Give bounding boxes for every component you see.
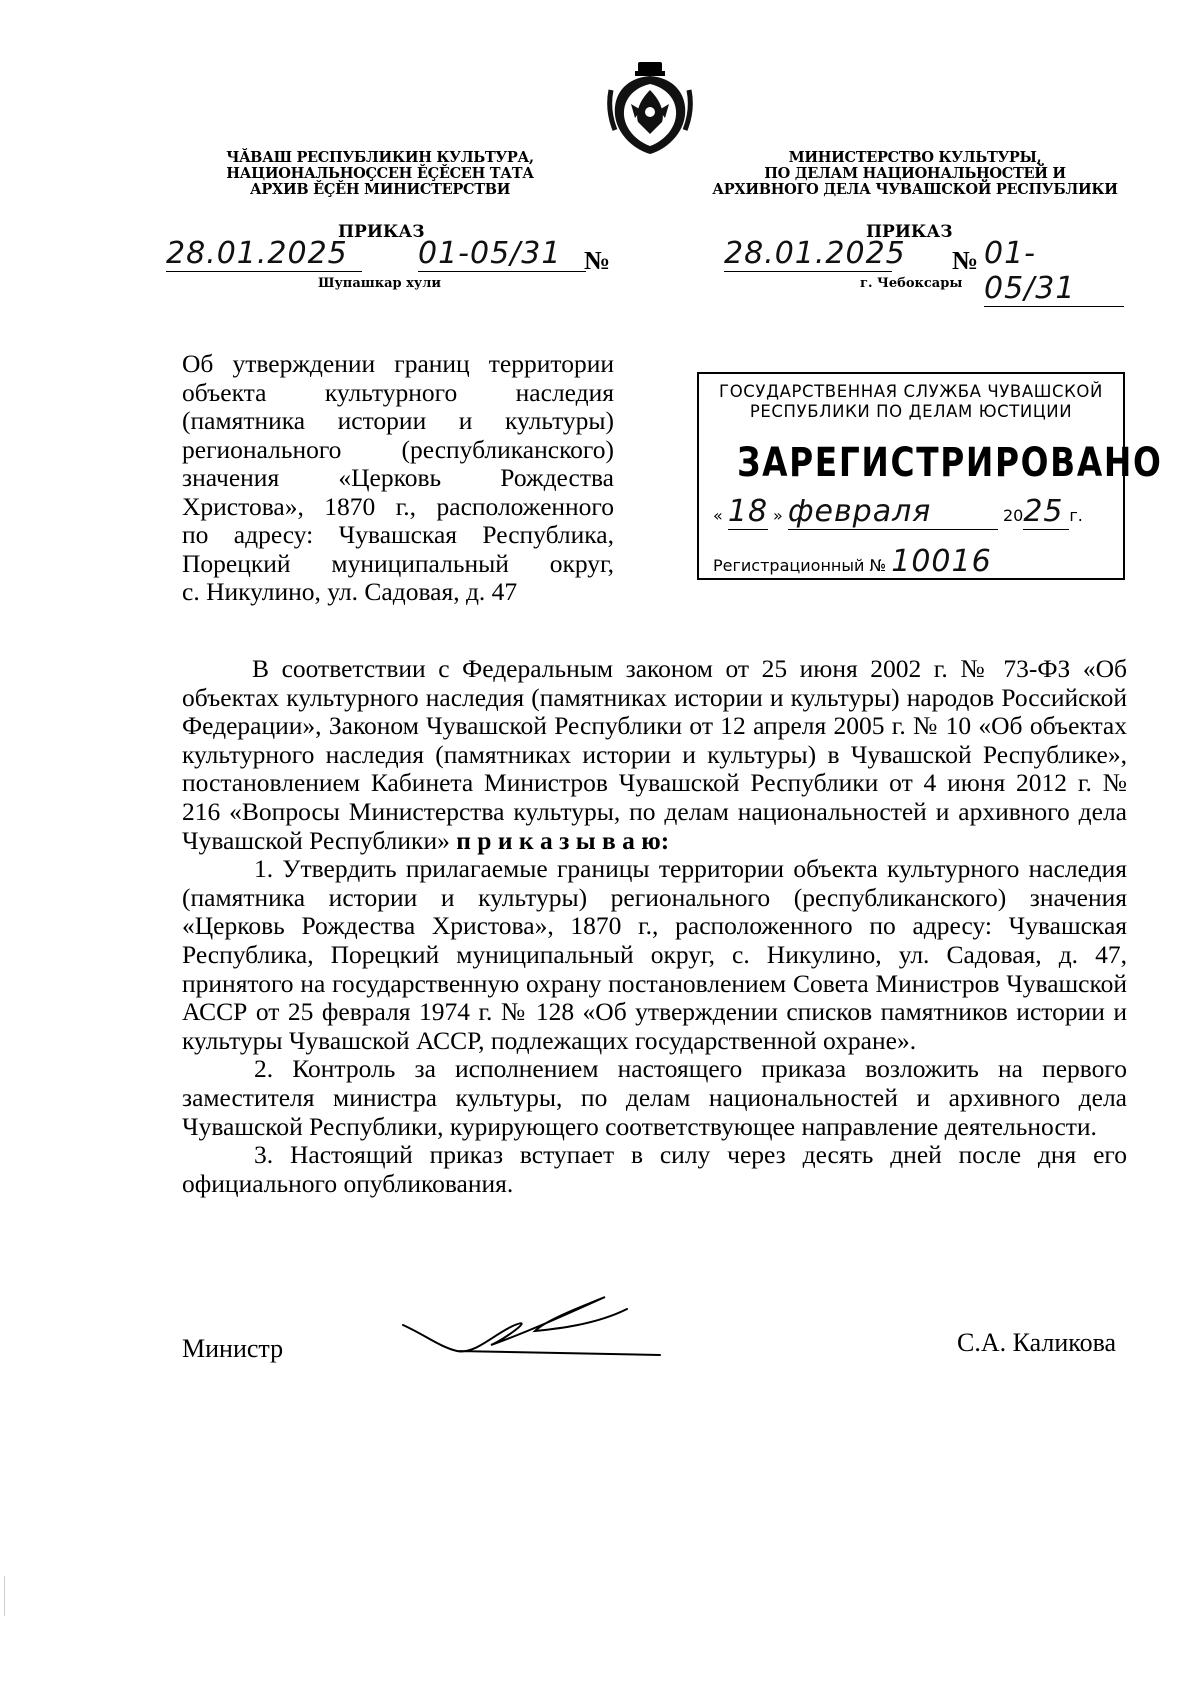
stamp-day: 18 — [727, 494, 769, 529]
stamp-year-suffix: 25 — [1023, 494, 1069, 530]
signatory-title: Министр — [182, 1334, 284, 1363]
handwritten-signature — [395, 1285, 715, 1375]
place-right: г. Чебоксары — [860, 276, 963, 291]
header-right-russian — [700, 150, 1130, 198]
subject-line: по адресу: Чувашская Республика, — [182, 520, 614, 549]
subject-line: Об утверждении границ территории — [182, 349, 614, 378]
stamp-authority — [699, 382, 1123, 422]
stamp-year-unit: г. — [1069, 506, 1083, 525]
subject-line: значения «Церковь Рождества — [182, 463, 614, 492]
subject-line: объекта культурного наследия — [182, 377, 614, 407]
order-title-left: ПРИКАЗ — [338, 222, 425, 242]
stamp-quote-close: » — [772, 506, 783, 525]
stamp-line: РЕСПУБЛИКИ ПО ДЕЛАМ ЮСТИЦИИ — [749, 402, 1073, 421]
signatory-name: С.А. Каликова — [957, 1328, 1117, 1357]
stamp-month: февраля — [788, 494, 998, 530]
header-left-line: ЧĂВАШ РЕСПУБЛИКИН КУЛЬТУРА, — [226, 149, 534, 166]
subject-line: Порецкий муниципальный округ, — [182, 548, 614, 578]
item-2-paragraph: 2. Контроль за исполнением настоящего приказа возложить на первого заместителя министра культуры, по делам национальностей и архивного дела Чувашской Республики, курирующего соответствующее направление деятельности. — [182, 1054, 1127, 1141]
header-right-line: АРХИВНОГО ДЕЛА ЧУВАШСКОЙ РЕСПУБЛИКИ — [712, 181, 1118, 198]
header-right-line: ПО ДЕЛАМ НАЦИОНАЛЬНОСТЕЙ И — [764, 165, 1066, 182]
order-subject — [182, 350, 614, 607]
order-date-left: 28.01.2025 — [166, 236, 362, 272]
subject-line: регионального (республиканского) — [182, 434, 614, 464]
subject-line: с. Никулино, ул. Садовая, д. 47 — [182, 577, 518, 606]
order-word: п р и к а з ы в а ю: — [456, 825, 670, 855]
header-right-line: МИНИСТЕРСТВО КУЛЬТУРЫ, — [788, 149, 1042, 166]
header-left-line: АРХИВ ĚÇĚН МИНИСТЕРСТВИ — [249, 181, 511, 198]
subject-line: Христова», 1870 г., расположенного — [182, 491, 614, 521]
header-left-chuvash — [200, 150, 560, 198]
stamp-status: ЗАРЕГИСТРИРОВАНО — [737, 440, 1163, 486]
order-body — [182, 655, 1127, 1198]
stamp-line: ГОСУДАРСТВЕННАЯ СЛУЖБА ЧУВАШСКОЙ — [719, 382, 1103, 401]
subject-line: (памятника истории и культуры) — [182, 406, 614, 435]
place-left: Шупашкар хули — [318, 276, 442, 291]
stamp-registration — [713, 544, 1101, 580]
stamp-year-prefix: 20 — [1002, 506, 1024, 525]
order-date-right: 28.01.2025 — [724, 236, 906, 271]
scan-margin-mark — [4, 1576, 5, 1616]
order-title-right: ПРИКАЗ — [866, 222, 953, 242]
header-left-line: НАЦИОНАЛЬНОÇСЕН ĚÇĚСЕН ТАТА — [226, 165, 534, 182]
coat-of-arms-icon — [605, 60, 695, 156]
stamp-date — [713, 494, 1113, 530]
preamble-text: В соответствии с Федеральным законом от 25 июня 2002 г. № 73-ФЗ «Об объектах культурного наследия (памятниках истории и культуры) народов Российской Федерации», Законом Чувашской Республики от 12 апреля 2005 г. № 10 «Об объектах культурного наследия (памятниках истории и культуры) в Чувашской Республике», постановлением Кабинета Министров Чувашской Республики от 4 июня 2012 г. № 216 «Вопросы Министерства культуры, по делам национальностей и архивного дела Чувашской Республики» — [182, 654, 1127, 855]
registration-stamp — [697, 372, 1163, 580]
order-number-left: 01-05/31 — [418, 236, 586, 272]
item-1-paragraph: 1. Утвердить прилагаемые границы территории объекта культурного наследия (памятника истории и культуры) регионального (республиканского) значения «Церковь Рождества Христова», 1870 г., расположенного по адресу: Чувашская Республика, Порецкий муниципальный округ, с. Никулино, ул. Садовая, д. 47, принятого на государственную охрану постановлением Совета Министров Чувашской АССР от 25 февраля 1974 г. № 128 «Об утверждении списков памятников истории и культуры Чувашской АССР, подлежащих государственной охране». — [182, 854, 1127, 1055]
preamble-paragraph — [182, 655, 1127, 855]
number-sign-left: № — [584, 246, 611, 275]
number-sign-right: № — [952, 246, 979, 275]
stamp-reg-label: Регистрационный № — [713, 556, 887, 575]
order-number-right: 01-05/31 — [984, 236, 1124, 307]
stamp-quote-open: « — [713, 506, 723, 525]
stamp-reg-number: 10016 — [891, 544, 1101, 580]
item-3-paragraph: 3. Настоящий приказ вступает в силу через десять дней после дня его официального опубликования. — [182, 1140, 1127, 1198]
